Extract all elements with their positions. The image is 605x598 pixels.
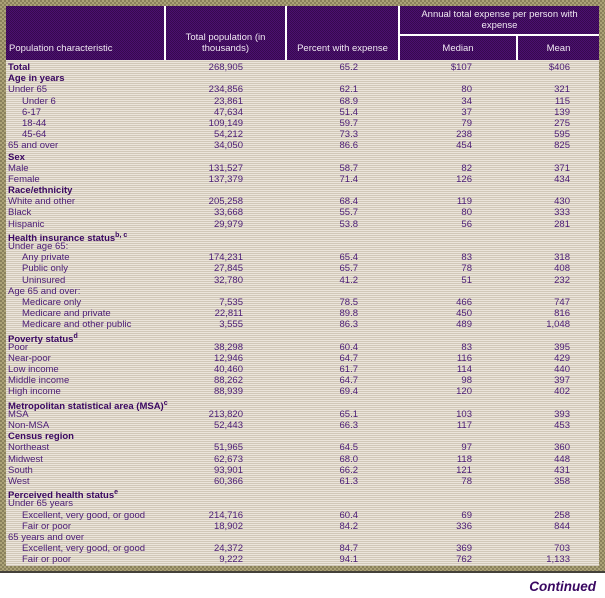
median-expense-value: 762 bbox=[456, 554, 472, 566]
row-label: Poor bbox=[8, 341, 29, 353]
mean-expense-value: 321 bbox=[554, 84, 570, 96]
row-label: 6-17 bbox=[22, 106, 42, 118]
row-label: 18-44 bbox=[22, 117, 47, 129]
percent-with-expense-value: 78.5 bbox=[339, 296, 358, 308]
table-row bbox=[6, 129, 599, 140]
median-expense-value: 34 bbox=[461, 95, 472, 107]
table-row bbox=[6, 554, 599, 565]
row-label: White and other bbox=[8, 196, 76, 208]
mean-expense-value: 397 bbox=[554, 375, 570, 387]
mean-expense-value: 430 bbox=[554, 196, 570, 208]
row-label: Near-poor bbox=[8, 352, 51, 364]
table-row bbox=[6, 331, 599, 345]
column-header-mean: Mean bbox=[546, 42, 571, 54]
median-expense-value: 116 bbox=[456, 352, 472, 364]
mean-expense-value: 429 bbox=[554, 352, 570, 364]
row-label: Medicare only bbox=[22, 296, 82, 308]
percent-with-expense-value: 53.8 bbox=[339, 218, 358, 230]
table-row bbox=[6, 196, 599, 207]
row-label: Race/ethnicity bbox=[8, 185, 73, 197]
table-row bbox=[6, 364, 599, 375]
table-row bbox=[6, 353, 599, 364]
table-row bbox=[6, 442, 599, 453]
total-population-value: 27,845 bbox=[213, 263, 243, 275]
median-expense-value: 80 bbox=[461, 84, 472, 96]
total-population-value: 34,050 bbox=[213, 140, 243, 152]
row-label: Age in years bbox=[8, 73, 65, 85]
total-population-value: 88,262 bbox=[213, 375, 243, 387]
mean-expense-value: 434 bbox=[554, 173, 570, 185]
median-expense-value: 98 bbox=[461, 375, 472, 387]
median-expense-value: 56 bbox=[461, 218, 472, 230]
column-header-median: Median bbox=[400, 36, 518, 60]
table-row bbox=[6, 465, 599, 476]
row-label: Low income bbox=[8, 364, 59, 376]
median-expense-value: 118 bbox=[456, 453, 472, 465]
table-row bbox=[6, 532, 599, 543]
table-row bbox=[6, 118, 599, 129]
table-row bbox=[6, 84, 599, 95]
total-population-value: 38,298 bbox=[213, 341, 243, 353]
total-population-value: 9,222 bbox=[219, 554, 243, 566]
row-label: Under 65 bbox=[8, 84, 48, 96]
table-row bbox=[6, 319, 599, 330]
row-label: South bbox=[8, 464, 33, 476]
table-row bbox=[6, 252, 599, 263]
row-label: Any private bbox=[22, 252, 70, 264]
table-row bbox=[6, 521, 599, 532]
percent-with-expense-value: 58.7 bbox=[339, 162, 358, 174]
table-row bbox=[6, 96, 599, 107]
table-row bbox=[6, 454, 599, 465]
column-header-population-characteristic: Population characteristic bbox=[6, 6, 166, 60]
mean-expense-value: 333 bbox=[554, 207, 570, 219]
row-label: Under 6 bbox=[22, 95, 56, 107]
row-label: Health insurance status$^{b, c}$ bbox=[8, 231, 128, 244]
table-row bbox=[6, 163, 599, 174]
median-expense-value: 97 bbox=[461, 442, 472, 454]
mean-expense-value: 139 bbox=[554, 106, 570, 118]
table-row bbox=[6, 286, 599, 297]
table-row bbox=[6, 498, 599, 509]
row-label: Age 65 and over: bbox=[8, 285, 81, 297]
median-expense-value: 78 bbox=[461, 263, 472, 275]
mean-expense-value: 1,133 bbox=[546, 554, 570, 566]
table-row bbox=[6, 107, 599, 118]
percent-with-expense-value: 84.7 bbox=[339, 543, 358, 555]
median-expense-value: 489 bbox=[456, 319, 472, 331]
row-label: Excellent, very good, or good bbox=[22, 543, 146, 555]
percent-with-expense-value: 73.3 bbox=[339, 129, 358, 141]
mean-expense-value: 371 bbox=[554, 162, 570, 174]
table-body bbox=[6, 60, 599, 566]
total-population-value: 234,856 bbox=[208, 84, 243, 96]
median-expense-value: 103 bbox=[456, 408, 472, 420]
total-population-value: 33,668 bbox=[213, 207, 243, 219]
mean-expense-value: 595 bbox=[554, 129, 570, 141]
total-population-value: 23,861 bbox=[213, 95, 243, 107]
row-label: Non-MSA bbox=[8, 420, 50, 431]
footnote-marker: b, c bbox=[115, 231, 128, 239]
median-expense-value: 51 bbox=[461, 274, 472, 286]
median-expense-value: 114 bbox=[456, 364, 472, 376]
percent-with-expense-value: 65.7 bbox=[339, 263, 358, 275]
table-row bbox=[6, 62, 599, 73]
total-population-value: 88,939 bbox=[213, 386, 243, 398]
percent-with-expense-value: 41.2 bbox=[339, 274, 358, 286]
row-label: Midwest bbox=[8, 453, 43, 465]
mean-expense-value: $406 bbox=[548, 62, 570, 73]
total-population-value: 60,366 bbox=[213, 475, 243, 487]
total-population-value: 51,965 bbox=[213, 442, 243, 454]
percent-with-expense-value: 62.1 bbox=[339, 84, 358, 96]
mean-expense-value: 281 bbox=[554, 218, 570, 230]
column-group-annual-expense bbox=[400, 6, 599, 60]
table-row bbox=[6, 174, 599, 185]
table-row bbox=[6, 207, 599, 218]
table-row bbox=[6, 476, 599, 487]
median-expense-value: 78 bbox=[461, 475, 472, 487]
table-row bbox=[6, 420, 599, 431]
row-label: Northeast bbox=[8, 442, 50, 454]
percent-with-expense-value: 86.6 bbox=[339, 140, 358, 152]
percent-with-expense-value: 65.1 bbox=[339, 408, 358, 420]
percent-with-expense-value: 64.5 bbox=[339, 442, 358, 454]
table-row bbox=[6, 308, 599, 319]
table-row bbox=[6, 386, 599, 397]
percent-with-expense-value: 68.9 bbox=[339, 95, 358, 107]
row-label: Total bbox=[8, 62, 30, 73]
mean-expense-value: 816 bbox=[554, 308, 570, 320]
mean-expense-value: 318 bbox=[554, 252, 570, 264]
percent-with-expense-value: 61.3 bbox=[339, 475, 358, 487]
mean-expense-value: 360 bbox=[554, 442, 570, 454]
mean-expense-value: 1,048 bbox=[546, 319, 570, 331]
mean-expense-value: 844 bbox=[554, 520, 570, 532]
continued-label: Continued bbox=[529, 579, 596, 594]
table-row bbox=[6, 398, 599, 412]
total-population-value: 131,527 bbox=[208, 162, 243, 174]
total-population-value: 22,811 bbox=[214, 308, 243, 320]
total-population-value: 12,946 bbox=[213, 352, 243, 364]
row-label: Uninsured bbox=[22, 274, 66, 286]
total-population-value: 214,716 bbox=[208, 509, 243, 521]
mean-expense-value: 258 bbox=[554, 509, 570, 521]
page-footer bbox=[0, 573, 605, 598]
percent-with-expense-value: 71.4 bbox=[339, 173, 358, 185]
mean-expense-value: 402 bbox=[554, 386, 570, 398]
total-population-value: 268,905 bbox=[208, 62, 243, 73]
median-expense-value: 120 bbox=[456, 386, 472, 398]
median-expense-value: 37 bbox=[461, 106, 472, 118]
row-label: Excellent, very good, or good bbox=[22, 509, 146, 521]
row-label: 65 years and over bbox=[8, 531, 85, 543]
mean-expense-value: 275 bbox=[554, 117, 570, 129]
total-population-value: 40,460 bbox=[213, 364, 243, 376]
median-expense-value: 117 bbox=[456, 420, 472, 431]
column-group-label: Annual total expense per person with expense bbox=[400, 6, 599, 36]
median-expense-value: 450 bbox=[456, 308, 472, 320]
total-population-value: 62,673 bbox=[213, 453, 243, 465]
percent-with-expense-value: 55.7 bbox=[339, 207, 358, 219]
percent-with-expense-value: 86.3 bbox=[339, 319, 358, 331]
row-label: Medicare and private bbox=[22, 308, 111, 320]
table-row bbox=[6, 263, 599, 274]
table-header bbox=[6, 6, 599, 60]
total-population-value: 109,149 bbox=[208, 117, 243, 129]
row-label: Under age 65: bbox=[8, 241, 69, 252]
median-expense-value: 119 bbox=[456, 196, 472, 208]
percent-with-expense-value: 64.7 bbox=[339, 375, 358, 387]
row-label: Black bbox=[8, 207, 32, 219]
mean-expense-value: 393 bbox=[554, 408, 570, 420]
row-label: Metropolitan statistical area (MSA)$^c$ bbox=[8, 399, 168, 412]
table-row bbox=[6, 342, 599, 353]
median-expense-value: 336 bbox=[456, 520, 472, 532]
percent-with-expense-value: 66.2 bbox=[339, 464, 358, 476]
total-population-value: 3,555 bbox=[219, 319, 243, 331]
table-row bbox=[6, 409, 599, 420]
median-expense-value: 454 bbox=[456, 140, 472, 152]
column-header-percent-with-expense: Percent with expense bbox=[287, 6, 400, 60]
total-population-value: 7,535 bbox=[219, 296, 243, 308]
table-row bbox=[6, 510, 599, 521]
total-population-value: 52,443 bbox=[213, 420, 243, 431]
mean-expense-value: 358 bbox=[554, 475, 570, 487]
total-population-value: 32,780 bbox=[213, 274, 243, 286]
total-population-value: 205,258 bbox=[208, 196, 243, 208]
median-expense-value: 466 bbox=[456, 296, 472, 308]
percent-with-expense-value: 51.4 bbox=[339, 106, 358, 118]
table-row bbox=[6, 73, 599, 84]
mean-expense-value: 408 bbox=[554, 263, 570, 275]
table-row bbox=[6, 297, 599, 308]
percent-with-expense-value: 61.7 bbox=[339, 364, 358, 376]
percent-with-expense-value: 94.1 bbox=[339, 554, 358, 566]
row-label: Fair or poor bbox=[22, 520, 72, 532]
mean-expense-value: 440 bbox=[554, 364, 570, 376]
median-expense-value: 238 bbox=[456, 129, 472, 141]
percent-with-expense-value: 65.2 bbox=[339, 62, 358, 73]
percent-with-expense-value: 60.4 bbox=[339, 509, 358, 521]
footnote-marker: c bbox=[163, 399, 168, 407]
total-population-value: 174,231 bbox=[208, 252, 243, 264]
row-label: Under 65 years bbox=[8, 498, 73, 510]
mean-expense-value: 703 bbox=[554, 543, 570, 555]
mean-expense-value: 232 bbox=[554, 274, 570, 286]
mean-expense-value: 453 bbox=[554, 420, 570, 431]
row-label: Middle income bbox=[8, 375, 70, 387]
total-population-value: 137,379 bbox=[208, 173, 243, 185]
total-population-value: 93,901 bbox=[213, 464, 243, 476]
table-row bbox=[6, 152, 599, 163]
table-row bbox=[6, 185, 599, 196]
percent-with-expense-value: 59.7 bbox=[339, 117, 358, 129]
row-label: Census region bbox=[8, 431, 74, 443]
percent-with-expense-value: 60.4 bbox=[339, 341, 358, 353]
median-expense-value: 80 bbox=[461, 207, 472, 219]
table-row bbox=[6, 219, 599, 230]
median-expense-value: 121 bbox=[456, 464, 472, 476]
row-label: Male bbox=[8, 162, 29, 174]
percent-with-expense-value: 89.8 bbox=[339, 308, 358, 320]
row-label: Perceived health status$^e$ bbox=[8, 489, 119, 502]
column-header-total-population: Total population (in thousands) bbox=[166, 6, 287, 60]
mean-expense-value: 825 bbox=[554, 140, 570, 152]
footnote-marker: d bbox=[73, 332, 78, 340]
footnote-marker: e bbox=[114, 489, 119, 497]
median-expense-value: 369 bbox=[456, 543, 472, 555]
total-population-value: 54,212 bbox=[213, 129, 243, 141]
total-population-value: 18,902 bbox=[213, 520, 243, 532]
row-label: Fair or poor bbox=[22, 554, 72, 566]
table-row bbox=[6, 375, 599, 386]
median-expense-value: $107 bbox=[450, 62, 472, 73]
table-row bbox=[6, 275, 599, 286]
percent-with-expense-value: 64.7 bbox=[339, 352, 358, 364]
percent-with-expense-value: 68.4 bbox=[339, 196, 358, 208]
total-population-value: 24,372 bbox=[213, 543, 243, 555]
row-label: Hispanic bbox=[8, 218, 45, 230]
mean-expense-value: 747 bbox=[554, 296, 570, 308]
row-label: 65 and over bbox=[8, 140, 59, 152]
table-row bbox=[6, 230, 599, 244]
percent-with-expense-value: 68.0 bbox=[339, 453, 358, 465]
total-population-value: 29,979 bbox=[213, 218, 243, 230]
percent-with-expense-value: 69.4 bbox=[339, 386, 358, 398]
row-label: Female bbox=[8, 173, 40, 185]
total-population-value: 47,634 bbox=[213, 106, 243, 118]
table-row bbox=[6, 140, 599, 151]
median-expense-value: 79 bbox=[461, 117, 472, 129]
row-label: MSA bbox=[8, 408, 29, 420]
median-expense-value: 83 bbox=[461, 341, 472, 353]
table-row bbox=[6, 431, 599, 442]
row-label: 45-64 bbox=[22, 129, 47, 141]
median-expense-value: 83 bbox=[461, 252, 472, 264]
row-label: High income bbox=[8, 386, 61, 398]
mean-expense-value: 115 bbox=[554, 95, 570, 107]
mean-expense-value: 395 bbox=[554, 341, 570, 353]
row-label: Medicare and other public bbox=[22, 319, 132, 331]
percent-with-expense-value: 65.4 bbox=[339, 252, 358, 264]
mean-expense-value: 448 bbox=[554, 453, 570, 465]
table-row bbox=[6, 487, 599, 502]
row-label: Sex bbox=[8, 151, 25, 163]
total-population-value: 213,820 bbox=[208, 408, 243, 420]
row-label: West bbox=[8, 475, 30, 487]
percent-with-expense-value: 84.2 bbox=[339, 520, 358, 532]
percent-with-expense-value: 66.3 bbox=[339, 420, 358, 431]
median-expense-value: 69 bbox=[461, 509, 472, 521]
mean-expense-value: 431 bbox=[554, 464, 570, 476]
row-label: Public only bbox=[22, 263, 68, 275]
median-expense-value: 126 bbox=[456, 173, 472, 185]
median-expense-value: 82 bbox=[461, 162, 472, 174]
row-label: Poverty status$^d$ bbox=[8, 332, 78, 345]
table-row bbox=[6, 543, 599, 554]
table-row bbox=[6, 241, 599, 252]
